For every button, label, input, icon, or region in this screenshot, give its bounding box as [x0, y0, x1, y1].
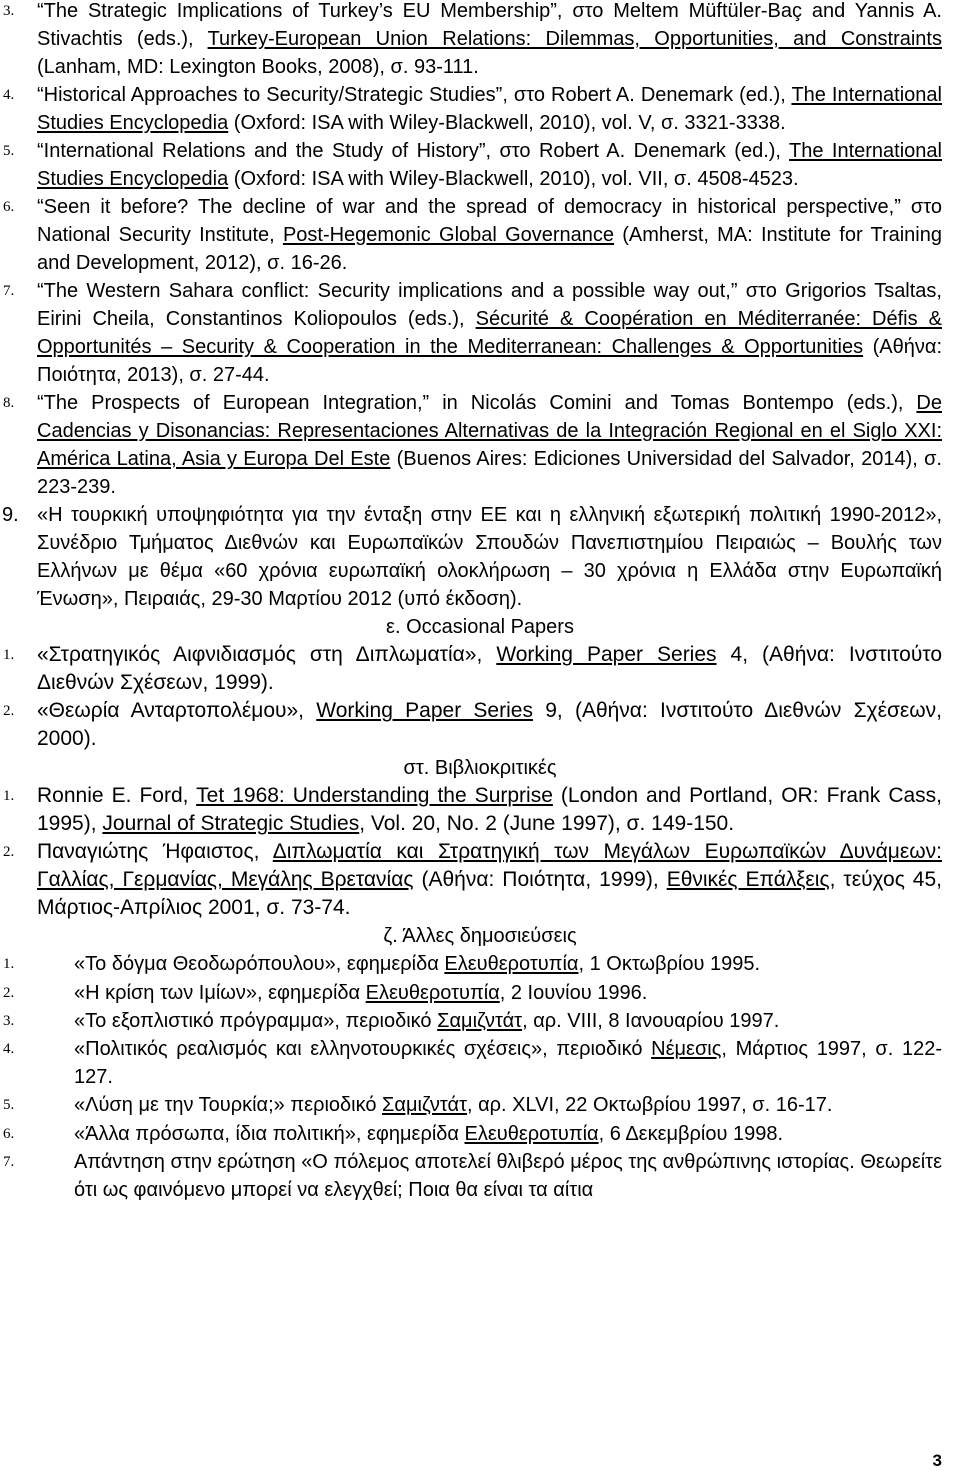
text-run: (Amherst, MA: Institute for Training and Development, 2012), σ. 16-26. — [37, 224, 942, 274]
text-run: «Στρατηγικός Αιφνιδιασμός στη Διπλωματία», — [37, 643, 497, 667]
item-number: 3. — [3, 1012, 15, 1029]
item-number: 6. — [3, 199, 15, 215]
underlined-title: Post-Hegemonic Global Governance — [282, 224, 615, 246]
text-run: “Seen it before? The decline of war and the spread of democracy in historical perspective,” στο National Security Institute, — [37, 196, 942, 246]
item-number: 3. — [3, 3, 15, 19]
item-number: 2. — [3, 703, 15, 720]
text-run: (Αθήνα: Ποιότητα, 1999), — [413, 868, 667, 892]
list-item — [0, 277, 960, 389]
text-run: Ronnie E. Ford, — [37, 783, 197, 807]
item-text — [37, 501, 942, 613]
underlined-title: The International Studies Encyclopedia — [37, 140, 942, 190]
list-item — [0, 1035, 960, 1091]
underlined-title: Turkey-European Union Relations: Dilemmas, Opportunities, and Constraints — [207, 28, 942, 50]
item-text — [74, 979, 942, 1007]
text-run: , 6 Δεκεμβρίου 1998. — [598, 1122, 784, 1145]
text-run: (London and Portland, OR: Frank Cass, 1995), — [37, 783, 943, 835]
underlined-title: Νέμεσις — [651, 1038, 722, 1061]
text-run: , τεύχος 45, Μάρτιος-Απρίλιος 2001, σ. 73-74. — [37, 868, 942, 920]
item-text — [74, 1148, 942, 1204]
text-run: “The Prospects of European Integration,” in Nicolás Comini and Tomas Bontempo (eds.), — [37, 392, 917, 414]
section-heading-other-publications: ζ. Άλλες δημοσιεύσεις — [383, 925, 577, 948]
occasional-papers-list — [0, 641, 960, 753]
underlined-title: The International Studies Encyclopedia — [37, 84, 942, 134]
item-number: 6. — [3, 1125, 15, 1142]
item-text — [37, 389, 942, 501]
underlined-title: Διπλωματία και Στρατηγική των Μεγάλων Ευρωπαϊκών Δυνάμεων: Γαλλίας, Γερμανίας, Μεγάλης Βρετανίας — [37, 839, 942, 892]
section-heading-occasional-papers: ε. Occasional Papers — [386, 616, 574, 638]
underlined-title: De Cadencias y Disonancias: Representaciones Alternativas de la Integración Regional en el Siglo XXI: América Latina, Asia y Europa Del Este — [37, 392, 942, 470]
publications-list — [0, 0, 960, 613]
item-text — [74, 1091, 942, 1119]
list-item — [0, 1148, 960, 1204]
list-item — [0, 782, 960, 838]
list-item — [0, 838, 960, 922]
list-item — [0, 501, 960, 613]
list-item — [0, 1007, 960, 1035]
list-item — [0, 1120, 960, 1148]
item-number: 1. — [3, 647, 15, 664]
text-run: , αρ. VIII, 8 Ιανουαρίου 1997. — [522, 1009, 780, 1032]
section-heading-book-reviews: στ. Βιβλιοκριτικές — [403, 756, 557, 779]
item-number: 7. — [3, 1153, 15, 1170]
underlined-title: Journal of Strategic Studies — [102, 811, 360, 835]
text-run: «Άλλα πρόσωπα, ίδια πολιτική», εφημερίδα — [74, 1122, 465, 1145]
underlined-title: Ελευθεροτυπία — [464, 1122, 599, 1145]
list-item — [0, 389, 960, 501]
list-item — [0, 697, 960, 753]
text-run: 4, (Αθήνα: Ινστιτούτο Διεθνών Σχέσεων, 1999). — [37, 643, 942, 695]
item-text — [37, 137, 942, 193]
item-text — [37, 697, 942, 753]
item-text — [37, 81, 942, 137]
list-item — [0, 137, 960, 193]
item-number: 5. — [3, 1097, 15, 1114]
text-run: (Αθήνα: Ποιότητα, 2013), σ. 27-44. — [37, 336, 943, 386]
item-number: 2. — [3, 984, 15, 1001]
item-text — [37, 193, 942, 277]
text-run: Παναγιώτης Ήφαιστος, — [37, 839, 273, 863]
text-run: , αρ. XLVI, 22 Οκτωβρίου 1997, σ. 16-17. — [466, 1094, 833, 1117]
item-text — [74, 1035, 942, 1091]
text-run: «Η κρίση των Ιμίων», εφημερίδα — [74, 981, 366, 1004]
item-number: 8. — [3, 395, 15, 411]
text-run: «Θεωρία Ανταρτοπολέμου», — [37, 699, 317, 723]
text-run: 9, (Αθήνα: Ινστιτούτο Διεθνών Σχέσεων, 2000). — [37, 699, 942, 751]
underlined-title: Εθνικές Επάλξεις — [666, 868, 830, 892]
item-text — [37, 277, 942, 389]
underlined-title: Working Paper Series — [496, 643, 717, 667]
page-number: 3 — [932, 1451, 942, 1470]
text-run: «Η τουρκική υποψηφιότητα για την ένταξη στην ΕΕ και η ελληνική εξωτερική πολιτική 1990-2012», Συνέδριο Τμήματος Διεθνών και Ευρωπαϊκών Σπουδών Πανεπιστημίου Πειραιώς – Βουλής των Ελλήνων με θέμα «60 χρόνια ευρωπαϊκή ολοκλήρωση – 30 χρόνια η Ελλάδα στην Ευρωπαϊκή Ένωση», Πειραιάς, 29-30 Μαρτίου 2012 (υπό έκδοση). — [37, 504, 942, 610]
item-number: 4. — [3, 87, 15, 103]
other-publications-list — [0, 950, 960, 1204]
item-text — [74, 950, 942, 978]
underlined-title: Sécurité & Coopération en Méditerranée: Défis & Opportunités – Security & Cooperation in the Mediterranean: Challenges & Opportunities — [37, 308, 942, 358]
text-run: (Buenos Aires: Ediciones Universidad del Salvador, 2014), σ. 223-239. — [37, 448, 942, 498]
item-number: 4. — [3, 1041, 15, 1058]
underlined-title: Ελευθεροτυπία — [444, 953, 579, 976]
text-run: (Oxford: ISA with Wiley-Blackwell, 2010), vol. VII, σ. 4508-4523. — [228, 168, 799, 190]
item-text — [37, 838, 942, 922]
text-run: “International Relations and the Study of History”, στο Robert A. Denemark (ed.), — [37, 140, 790, 162]
item-text — [37, 0, 942, 81]
text-run: “The Strategic Implications of Turkey’s EU Membership”, στο Meltem Müftüler-Baç and Yannis A. Stivachtis (eds.), — [37, 0, 942, 50]
list-item — [0, 0, 960, 81]
text-run: , Μάρτιος 1997, σ. 122-127. — [74, 1038, 943, 1089]
book-reviews-list — [0, 782, 960, 922]
list-item — [0, 979, 960, 1007]
text-run: «Πολιτικός ρεαλισμός και ελληνοτουρκικές σχέσεις», περιοδικό — [74, 1038, 652, 1061]
text-run: (Oxford: ISA with Wiley-Blackwell, 2010), vol. V, σ. 3321-3338. — [228, 112, 786, 134]
underlined-title: Σαμιζντάτ — [437, 1009, 523, 1032]
list-item — [0, 641, 960, 697]
text-run: «Λύση με την Τουρκία;» περιοδικό — [74, 1094, 383, 1117]
text-run: “The Western Sahara conflict: Security implications and a possible way out,” στο Grigorios Tsaltas, Eirini Cheila, Constantinos Koliopoulos (eds.), — [37, 280, 942, 330]
item-number: 1. — [3, 956, 15, 973]
underlined-title: Working Paper Series — [316, 699, 533, 723]
item-number: 2. — [3, 843, 15, 860]
text-run: «Το δόγμα Θεοδωρόπουλου», εφημερίδα — [74, 953, 445, 976]
text-run: “Historical Approaches to Security/Strategic Studies”, στο Robert A. Denemark (ed.), — [37, 84, 792, 106]
item-text — [74, 1120, 942, 1148]
item-number: 1. — [3, 787, 15, 804]
text-run: , 1 Οκτωβρίου 1995. — [578, 953, 761, 976]
underlined-title: Ελευθεροτυπία — [365, 981, 500, 1004]
underlined-title: Tet 1968: Understanding the Surprise — [196, 783, 553, 807]
text-run: , Vol. 20, No. 2 (June 1997), σ. 149-150. — [359, 811, 735, 835]
item-number: 5. — [3, 143, 15, 159]
item-text — [37, 641, 942, 697]
item-number: 9. — [2, 504, 19, 526]
text-run: Απάντηση στην ερώτηση «Ο πόλεμος αποτελεί θλιβερό μέρος της ανθρώπινης ιστορίας. Θεωρείτε ότι ως φαινόμενο μπορεί να ελεγχθεί; Ποια θα είναι τα αίτια — [74, 1150, 942, 1202]
text-run: «Το εξοπλιστικό πρόγραμμα», περιοδικό — [74, 1009, 438, 1032]
list-item — [0, 1091, 960, 1119]
list-item — [0, 81, 960, 137]
list-item — [0, 193, 960, 277]
text-run: (Lanham, MD: Lexington Books, 2008), σ. 93-111. — [37, 56, 479, 78]
text-run: , 2 Ιουνίου 1996. — [499, 981, 648, 1004]
item-number: 7. — [3, 283, 15, 299]
item-text — [37, 782, 942, 838]
item-text — [74, 1007, 942, 1035]
underlined-title: Σαμιζντάτ — [382, 1094, 467, 1117]
list-item — [0, 950, 960, 978]
